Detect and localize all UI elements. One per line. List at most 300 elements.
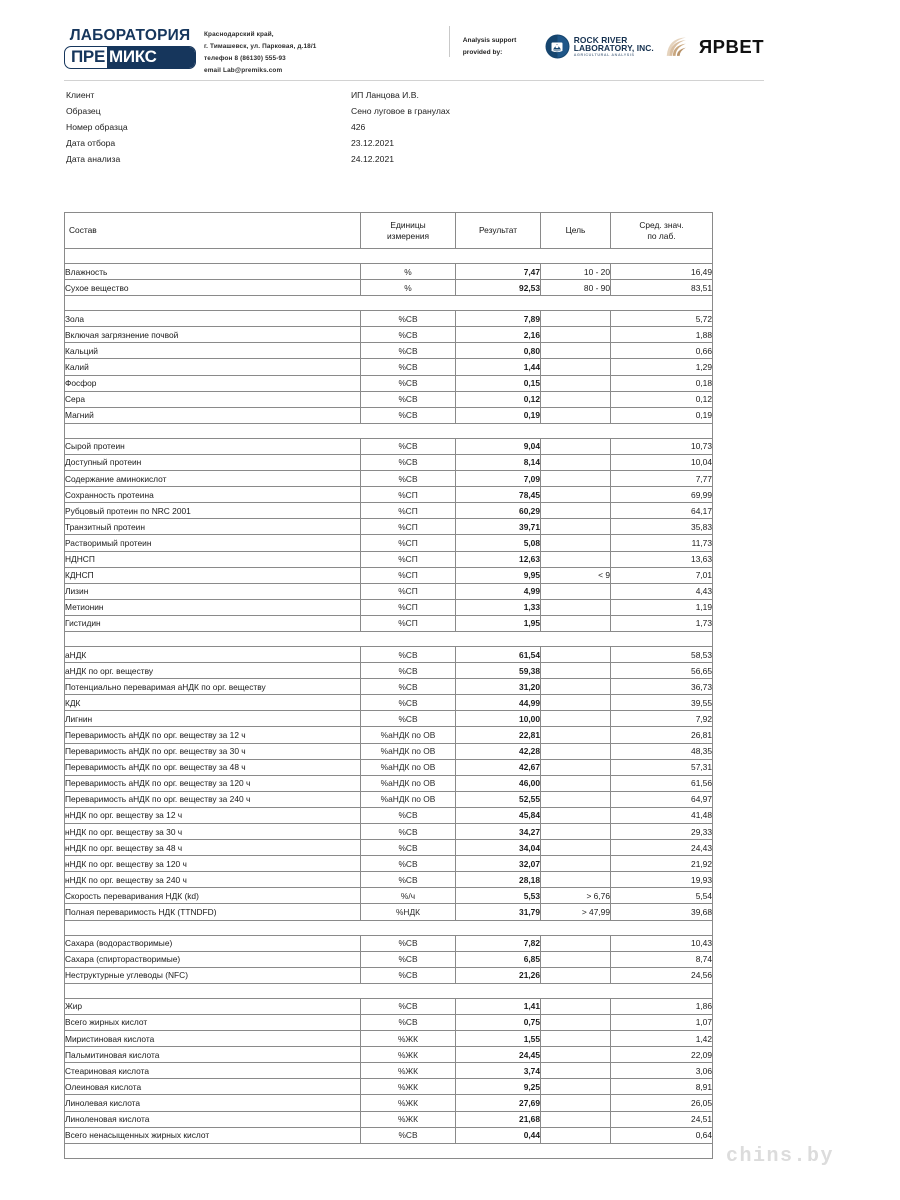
cell-composition: НДНСП [65,551,361,567]
cell-units: %ЖК [361,1079,456,1095]
rrl-line1: ROCK RIVER [573,34,628,45]
cell-lab-average: 8,74 [611,951,713,967]
table-row [65,1014,713,1030]
cell-units: %СВ [361,711,456,727]
cell-lab-average: 35,83 [611,519,713,535]
cell-goal [541,1095,611,1111]
cell-composition: Включая загрязнение почвой [65,327,361,343]
cell-composition: Всего жирных кислот [65,1014,361,1030]
cell-goal [541,791,611,807]
analysis-report-table-wrapper [64,212,712,1159]
cell-goal [541,856,611,872]
table-row [65,551,713,567]
cell-composition: Неструктурные углеводы (NFC) [65,967,361,983]
cell-units: %СВ [361,311,456,327]
cell-goal [541,1014,611,1030]
rock-river-laboratory-logo [545,34,654,59]
sample-info-row [66,87,526,103]
cell-composition: нНДК по орг. веществу за 30 ч [65,824,361,840]
cell-lab-average: 1,19 [611,599,713,615]
cell-units: %аНДК по ОВ [361,791,456,807]
cell-composition: Сохранность протеина [65,487,361,503]
cell-result: 0,75 [456,1014,541,1030]
analysis-support-label [463,35,535,57]
table-row [65,1031,713,1047]
cell-goal [541,711,611,727]
group-separator-row [65,631,713,646]
cell-units: %СВ [361,998,456,1014]
cell-result: 5,53 [456,888,541,904]
laboratory-contact-block [204,26,317,76]
cell-units: %СВ [361,327,456,343]
cell-goal [541,775,611,791]
cell-result: 21,26 [456,967,541,983]
cell-units: %СП [361,535,456,551]
cell-result: 1,33 [456,599,541,615]
cell-result: 59,38 [456,663,541,679]
cell-goal [541,519,611,535]
cell-result: 1,55 [456,1031,541,1047]
cell-lab-average: 7,01 [611,567,713,583]
cell-units: %СВ [361,375,456,391]
cell-goal: 10 - 20 [541,264,611,280]
cell-composition: Всего ненасыщенных жирных кислот [65,1127,361,1143]
table-row [65,679,713,695]
cell-result: 42,67 [456,759,541,775]
cell-composition: Олеиновая кислота [65,1079,361,1095]
analysis-support-line1: Analysis support [462,37,517,45]
table-row [65,951,713,967]
cell-goal [541,759,611,775]
cell-lab-average: 0,66 [611,343,713,359]
table-row [65,1079,713,1095]
cell-units: %СП [361,567,456,583]
table-row [65,535,713,551]
sample-info-value: 24.12.2021 [351,153,395,164]
cell-composition: Лигнин [65,711,361,727]
cell-lab-average: 1,73 [611,615,713,631]
cell-lab-average: 8,91 [611,1079,713,1095]
cell-units: %ЖК [361,1111,456,1127]
cell-result: 31,20 [456,679,541,695]
cell-units: %СП [361,503,456,519]
cell-goal [541,646,611,662]
cell-units: %СВ [361,872,456,888]
cell-composition: Переваримость аНДК по орг. веществу за 30 ч [65,743,361,759]
cell-lab-average: 21,92 [611,856,713,872]
table-row [65,1127,713,1143]
cell-result: 1,44 [456,359,541,375]
table-row [65,599,713,615]
cell-lab-average: 39,68 [611,904,713,920]
rock-river-shield-icon [545,34,570,59]
cell-units: %СВ [361,679,456,695]
cell-units: %СВ [361,967,456,983]
cell-composition: нНДК по орг. веществу за 48 ч [65,840,361,856]
table-row [65,359,713,375]
logo-wordmark-pre: ПРЕ [71,47,105,66]
cell-lab-average: 61,56 [611,775,713,791]
cell-result: 5,08 [456,535,541,551]
cell-goal [541,663,611,679]
cell-composition: Жир [65,998,361,1014]
cell-goal [541,551,611,567]
cell-result: 42,28 [456,743,541,759]
cell-result: 3,74 [456,1063,541,1079]
cell-composition: Растворимый протеин [65,535,361,551]
cell-goal [541,824,611,840]
cell-result: 9,95 [456,567,541,583]
cell-goal [541,487,611,503]
header-rule [64,80,764,81]
sample-info-value: ИП Ланцова И.В. [351,89,419,100]
cell-units: % [361,264,456,280]
cell-goal [541,1127,611,1143]
table-row [65,856,713,872]
cell-composition: Миристиновая кислота [65,1031,361,1047]
cell-units: %СП [361,551,456,567]
table-row [65,311,713,327]
cell-result: 78,45 [456,487,541,503]
table-row [65,695,713,711]
cell-composition: Сахара (спирторастворимые) [65,951,361,967]
cell-lab-average: 39,55 [611,695,713,711]
group-separator-row [65,1143,713,1158]
cell-units: %СП [361,487,456,503]
table-row [65,391,713,407]
cell-lab-average: 3,06 [611,1063,713,1079]
cell-goal [541,454,611,470]
cell-lab-average: 1,29 [611,359,713,375]
cell-composition: Полная переваримость НДК (TTNDFD) [65,904,361,920]
sample-info-label: Дата анализа [66,153,121,164]
cell-composition: Транзитный протеин [65,519,361,535]
cell-units: %аНДК по ОВ [361,727,456,743]
cell-result: 22,81 [456,727,541,743]
cell-result: 9,04 [456,438,541,454]
cell-composition: Переваримость аНДК по орг. веществу за 12 ч [65,727,361,743]
contact-phone: телефон 8 (86130) 555-93 [204,54,286,62]
cell-lab-average: 58,53 [611,646,713,662]
cell-result: 1,41 [456,998,541,1014]
table-row [65,935,713,951]
cell-lab-average: 64,97 [611,791,713,807]
cell-goal [541,535,611,551]
cell-units: %СВ [361,951,456,967]
cell-result: 32,07 [456,856,541,872]
table-row [65,615,713,631]
cell-units: %ЖК [361,1047,456,1063]
cell-composition: Линолевая кислота [65,1095,361,1111]
cell-lab-average: 1,42 [611,1031,713,1047]
cell-result: 39,71 [456,519,541,535]
sample-info-value: 23.12.2021 [351,137,395,148]
cell-result: 0,12 [456,391,541,407]
sample-info-row [66,103,526,119]
cell-goal [541,327,611,343]
cell-composition: нНДК по орг. веществу за 240 ч [65,872,361,888]
table-row [65,727,713,743]
cell-composition: аНДК [65,646,361,662]
analysis-report-table [64,212,713,1159]
table-row [65,519,713,535]
cell-units: %СВ [361,438,456,454]
contact-region: Краснодарский край, [204,31,274,38]
cell-lab-average: 0,18 [611,375,713,391]
laboratory-premiks-logo [64,26,196,69]
cell-result: 28,18 [456,872,541,888]
cell-goal [541,343,611,359]
cell-units: %ЖК [361,1031,456,1047]
sample-info-label: Номер образца [66,121,128,132]
cell-composition: Переваримость аНДК по орг. веществу за 48 ч [65,759,361,775]
cell-lab-average: 64,17 [611,503,713,519]
cell-units: %СВ [361,391,456,407]
table-row [65,327,713,343]
table-row [65,1047,713,1063]
cell-result: 21,68 [456,1111,541,1127]
cell-lab-average: 56,65 [611,663,713,679]
cell-units: %СВ [361,695,456,711]
cell-composition: Влажность [65,264,361,280]
cell-goal [541,583,611,599]
group-separator-cell [65,1143,713,1158]
cell-units: %СВ [361,359,456,375]
group-separator-cell [65,249,713,264]
cell-result: 60,29 [456,503,541,519]
cell-result: 9,25 [456,1079,541,1095]
cell-result: 7,47 [456,264,541,280]
column-header-result: Результат [456,213,541,249]
cell-result: 8,14 [456,454,541,470]
cell-goal [541,1079,611,1095]
cell-lab-average: 26,05 [611,1095,713,1111]
table-body [65,249,713,1159]
cell-result: 44,99 [456,695,541,711]
cell-units: %СВ [361,1014,456,1030]
cell-lab-average: 5,54 [611,888,713,904]
rrl-line3: AGRICULTURAL ANALYSIS [573,52,635,57]
cell-result: 46,00 [456,775,541,791]
cell-result: 2,16 [456,327,541,343]
cell-goal [541,743,611,759]
cell-composition: Гистидин [65,615,361,631]
table-row [65,711,713,727]
cell-goal [541,599,611,615]
table-row [65,998,713,1014]
cell-units: %аНДК по ОВ [361,759,456,775]
cell-composition: Зола [65,311,361,327]
cell-lab-average: 7,77 [611,471,713,487]
cell-result: 0,80 [456,343,541,359]
cell-units: %СВ [361,935,456,951]
cell-composition: Сахара (водорастворимые) [65,935,361,951]
cell-composition: Переваримость аНДК по орг. веществу за 120 ч [65,775,361,791]
table-row [65,1063,713,1079]
cell-composition: Линоленовая кислота [65,1111,361,1127]
cell-result: 31,79 [456,904,541,920]
table-header-row [65,213,713,249]
cell-result: 45,84 [456,807,541,823]
cell-goal [541,471,611,487]
table-row [65,438,713,454]
table-row [65,967,713,983]
cell-lab-average: 41,48 [611,807,713,823]
yarvet-wordmark: ЯРВЕТ [698,35,764,57]
cell-lab-average: 36,73 [611,679,713,695]
cell-composition: нНДК по орг. веществу за 12 ч [65,807,361,823]
sample-info-row [66,135,526,151]
group-separator-row [65,423,713,438]
rock-river-wordmark [574,36,654,58]
cell-goal [541,503,611,519]
cell-units: %СВ [361,807,456,823]
cell-goal [541,438,611,454]
cell-lab-average: 1,86 [611,998,713,1014]
contact-email: email Lab@premiks.com [204,66,283,74]
cell-result: 52,55 [456,791,541,807]
vertical-divider [449,26,450,57]
cell-lab-average: 57,31 [611,759,713,775]
table-row [65,264,713,280]
cell-lab-average: 7,92 [611,711,713,727]
group-separator-row [65,296,713,311]
cell-units: %аНДК по ОВ [361,743,456,759]
column-header-units-line1: Единицы [390,219,426,230]
cell-units: %СП [361,599,456,615]
cell-units: % [361,280,456,296]
cell-composition: нНДК по орг. веществу за 120 ч [65,856,361,872]
cell-composition: Стеариновая кислота [65,1063,361,1079]
table-row [65,759,713,775]
cell-goal [541,967,611,983]
table-row [65,280,713,296]
column-header-avg-line1: Сред. знач. [639,219,684,230]
analysis-support-line2: provided by: [462,48,503,56]
cell-lab-average: 16,49 [611,264,713,280]
sample-info-value: 426 [351,121,366,132]
cell-composition: Кальций [65,343,361,359]
rrl-line2: LABORATORY, INC. [573,43,654,54]
logo-premiks-box [64,46,196,69]
column-header-avg-line2: по лаб. [647,230,676,241]
cell-result: 34,27 [456,824,541,840]
cell-goal [541,727,611,743]
cell-composition: КДНСП [65,567,361,583]
cell-result: 24,45 [456,1047,541,1063]
cell-lab-average: 24,51 [611,1111,713,1127]
sample-info-row [66,151,526,167]
table-row [65,872,713,888]
cell-lab-average: 10,73 [611,438,713,454]
column-header-composition: Состав [65,213,361,249]
table-row [65,824,713,840]
cell-lab-average: 69,99 [611,487,713,503]
cell-goal [541,935,611,951]
cell-lab-average: 24,56 [611,967,713,983]
cell-units: %ЖК [361,1095,456,1111]
group-separator-row [65,249,713,264]
cell-units: %СВ [361,407,456,423]
cell-result: 34,04 [456,840,541,856]
table-row [65,454,713,470]
column-header-units-line2: измерения [386,230,430,241]
cell-lab-average: 1,07 [611,1014,713,1030]
cell-lab-average: 1,88 [611,327,713,343]
contact-address: г. Тимашевск, ул. Парковая, д.18/1 [204,42,317,50]
page-header [64,26,764,76]
cell-composition: Калий [65,359,361,375]
group-separator-cell [65,631,713,646]
cell-composition: Переваримость аНДК по орг. веществу за 240 ч [65,791,361,807]
yarvet-logo [664,35,764,59]
cell-lab-average: 29,33 [611,824,713,840]
cell-lab-average: 83,51 [611,280,713,296]
cell-lab-average: 19,93 [611,872,713,888]
cell-goal [541,615,611,631]
group-separator-row [65,983,713,998]
group-separator-row [65,920,713,935]
cell-units: %СВ [361,343,456,359]
cell-units: %СП [361,519,456,535]
table-row [65,791,713,807]
cell-units: %/ч [361,888,456,904]
yarvet-swirl-icon [664,35,694,59]
cell-goal [541,359,611,375]
cell-composition: Скорость переваривания НДК (kd) [65,888,361,904]
table-row [65,375,713,391]
cell-result: 7,82 [456,935,541,951]
cell-composition: КДК [65,695,361,711]
cell-goal [541,311,611,327]
cell-lab-average: 10,43 [611,935,713,951]
cell-result: 0,15 [456,375,541,391]
table-row [65,503,713,519]
cell-result: 6,85 [456,951,541,967]
column-header-goal: Цель [541,213,611,249]
table-row [65,775,713,791]
table-row [65,567,713,583]
cell-goal [541,998,611,1014]
cell-units: %СВ [361,824,456,840]
cell-composition: Лизин [65,583,361,599]
cell-goal [541,695,611,711]
cell-goal [541,1047,611,1063]
sample-info-label: Дата отбора [66,137,116,148]
table-row [65,807,713,823]
cell-goal: > 47,99 [541,904,611,920]
cell-goal: 80 - 90 [541,280,611,296]
cell-composition: Доступный протеин [65,454,361,470]
cell-lab-average: 26,81 [611,727,713,743]
cell-result: 92,53 [456,280,541,296]
cell-composition: Метионин [65,599,361,615]
cell-result: 10,00 [456,711,541,727]
cell-result: 61,54 [456,646,541,662]
cell-goal [541,807,611,823]
table-row [65,904,713,920]
cell-result: 1,95 [456,615,541,631]
table-row [65,487,713,503]
cell-result: 12,63 [456,551,541,567]
sample-info-label: Образец [66,105,101,116]
cell-lab-average: 48,35 [611,743,713,759]
sample-info-value: Сено луговое в гранулах [351,105,450,116]
table-head [65,213,713,249]
cell-composition: Рубцовый протеин по NRC 2001 [65,503,361,519]
cell-goal [541,407,611,423]
cell-goal [541,375,611,391]
